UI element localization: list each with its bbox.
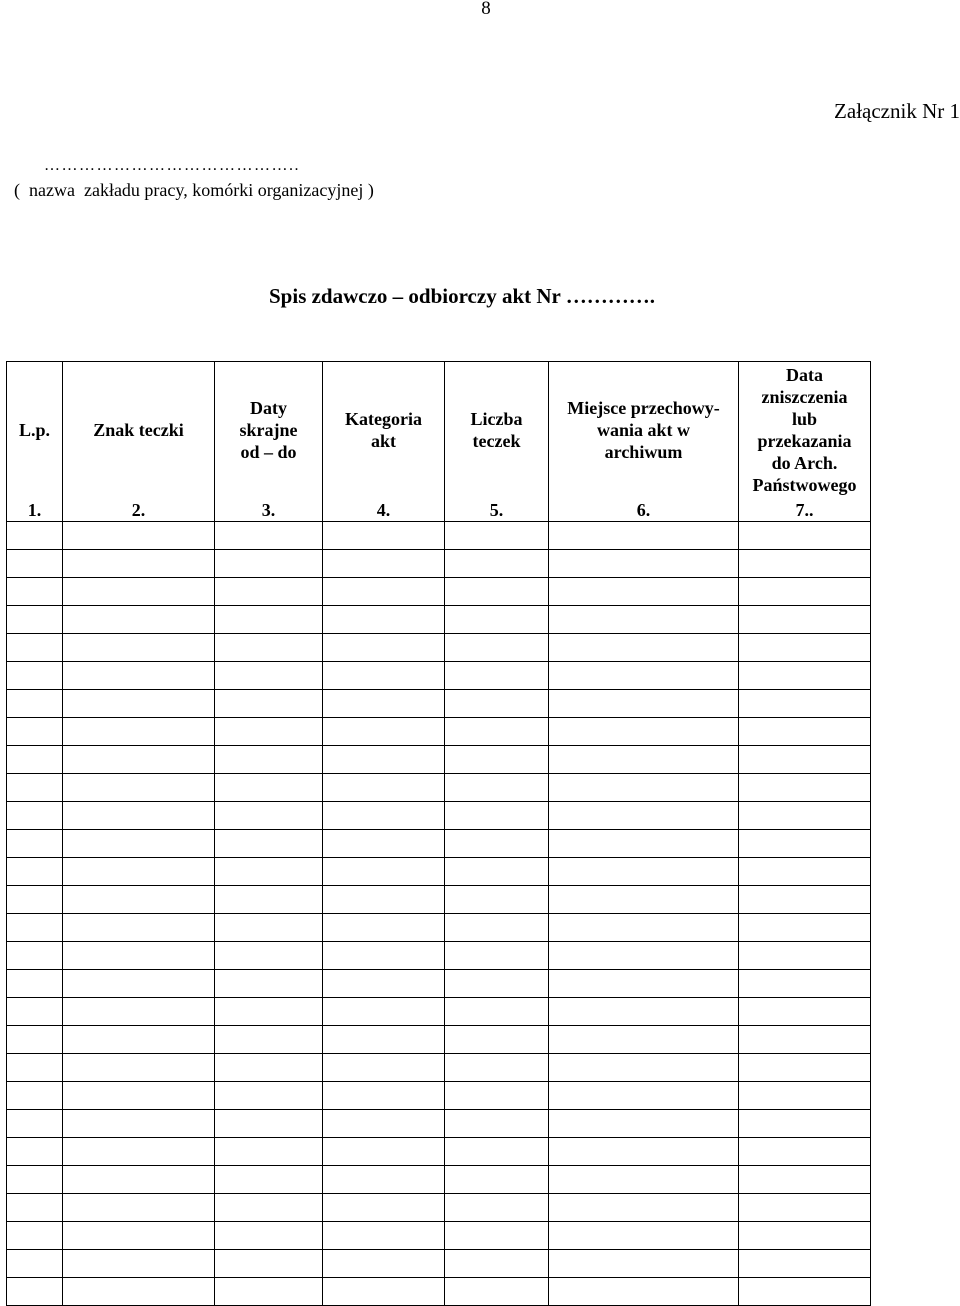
table-cell bbox=[549, 913, 739, 941]
table-cell bbox=[549, 1081, 739, 1109]
table-cell bbox=[739, 689, 871, 717]
table-cell bbox=[549, 577, 739, 605]
table-cell bbox=[7, 1053, 63, 1081]
table-cell bbox=[445, 745, 549, 773]
table-cell bbox=[323, 1165, 445, 1193]
table-cell bbox=[549, 969, 739, 997]
column-number: 2. bbox=[63, 499, 215, 522]
table-cell bbox=[63, 1221, 215, 1249]
table-cell bbox=[215, 661, 323, 689]
column-number: 4. bbox=[323, 499, 445, 522]
table-cell bbox=[445, 577, 549, 605]
table-cell bbox=[739, 1193, 871, 1221]
table-cell bbox=[215, 1053, 323, 1081]
table-row bbox=[7, 1109, 871, 1137]
table-cell bbox=[63, 745, 215, 773]
table-cell bbox=[549, 801, 739, 829]
table-cell bbox=[739, 857, 871, 885]
table-cell bbox=[215, 605, 323, 633]
table-cell bbox=[63, 1053, 215, 1081]
table-cell bbox=[7, 661, 63, 689]
table-cell bbox=[63, 717, 215, 745]
table-row bbox=[7, 1081, 871, 1109]
table-cell bbox=[323, 1221, 445, 1249]
table-cell bbox=[323, 1249, 445, 1277]
header-line: akt bbox=[370, 431, 396, 452]
table-cell bbox=[445, 1137, 549, 1165]
table-cell bbox=[323, 745, 445, 773]
header-cell bbox=[7, 362, 63, 499]
table-cell bbox=[63, 969, 215, 997]
table-cell bbox=[549, 1193, 739, 1221]
table-cell bbox=[7, 1277, 63, 1305]
table-cell bbox=[7, 605, 63, 633]
table-cell bbox=[323, 913, 445, 941]
table-row bbox=[7, 829, 871, 857]
table-cell bbox=[445, 997, 549, 1025]
table-cell bbox=[445, 661, 549, 689]
table-cell bbox=[549, 1053, 739, 1081]
table-cell bbox=[215, 829, 323, 857]
table-row bbox=[7, 913, 871, 941]
table-cell bbox=[215, 633, 323, 661]
document-title: Spis zdawczo – odbiorczy akt Nr …………. bbox=[269, 284, 655, 308]
header-line: Data bbox=[786, 365, 823, 386]
table-cell bbox=[215, 1221, 323, 1249]
table-cell bbox=[739, 717, 871, 745]
header-cell bbox=[549, 362, 739, 499]
table-cell bbox=[323, 577, 445, 605]
table-cell bbox=[323, 1193, 445, 1221]
table-cell bbox=[7, 1081, 63, 1109]
header-line: skrajne bbox=[239, 420, 298, 441]
table-cell bbox=[63, 1137, 215, 1165]
table-cell bbox=[549, 773, 739, 801]
table-cell bbox=[215, 521, 323, 549]
table-cell bbox=[7, 941, 63, 969]
table-cell bbox=[215, 577, 323, 605]
table-row bbox=[7, 885, 871, 913]
column-number: 3. bbox=[215, 499, 323, 522]
table-cell bbox=[445, 1193, 549, 1221]
table-cell bbox=[215, 549, 323, 577]
table-cell bbox=[549, 829, 739, 857]
table-cell bbox=[63, 605, 215, 633]
table-cell bbox=[63, 829, 215, 857]
table-cell bbox=[63, 1277, 215, 1305]
header-cell bbox=[63, 362, 215, 499]
table-cell bbox=[323, 1109, 445, 1137]
table-cell bbox=[215, 857, 323, 885]
table-cell bbox=[7, 521, 63, 549]
table-cell bbox=[445, 1249, 549, 1277]
table-cell bbox=[63, 941, 215, 969]
header-line: teczek bbox=[472, 431, 521, 452]
header-line: archiwum bbox=[604, 442, 683, 463]
table-cell bbox=[63, 773, 215, 801]
table-cell bbox=[323, 997, 445, 1025]
table-cell bbox=[7, 1025, 63, 1053]
table-cell bbox=[63, 885, 215, 913]
table-cell bbox=[323, 941, 445, 969]
table-row bbox=[7, 1025, 871, 1053]
table-cell bbox=[445, 1165, 549, 1193]
table-row bbox=[7, 773, 871, 801]
table-cell bbox=[739, 633, 871, 661]
table-cell bbox=[549, 1137, 739, 1165]
table-cell bbox=[7, 801, 63, 829]
header-line: zniszczenia bbox=[761, 387, 848, 408]
table-row bbox=[7, 969, 871, 997]
table-cell bbox=[7, 1193, 63, 1221]
table-cell bbox=[323, 549, 445, 577]
org-name-caption: ( nazwa zakładu pracy, komórki organizacyjnej ) bbox=[14, 180, 374, 200]
table-cell bbox=[323, 801, 445, 829]
table-cell bbox=[215, 1081, 323, 1109]
table-cell bbox=[445, 885, 549, 913]
table-row bbox=[7, 801, 871, 829]
table-cell bbox=[7, 773, 63, 801]
table-cell bbox=[7, 829, 63, 857]
table-cell bbox=[445, 969, 549, 997]
table-cell bbox=[7, 689, 63, 717]
table-cell bbox=[739, 801, 871, 829]
header-cell bbox=[215, 362, 323, 499]
table-cell bbox=[549, 1109, 739, 1137]
column-number-row bbox=[7, 499, 871, 522]
table-row bbox=[7, 717, 871, 745]
header-line: wania akt w bbox=[596, 420, 690, 441]
table-cell bbox=[739, 941, 871, 969]
table-cell bbox=[323, 1081, 445, 1109]
table-cell bbox=[7, 1249, 63, 1277]
table-cell bbox=[739, 1025, 871, 1053]
header-line: Daty bbox=[250, 398, 287, 419]
table-cell bbox=[63, 1249, 215, 1277]
table-cell bbox=[445, 605, 549, 633]
table-row bbox=[7, 997, 871, 1025]
table-cell bbox=[7, 997, 63, 1025]
table-cell bbox=[215, 773, 323, 801]
table-cell bbox=[323, 717, 445, 745]
table-cell bbox=[63, 661, 215, 689]
table-cell bbox=[323, 689, 445, 717]
table-cell bbox=[549, 1025, 739, 1053]
table-cell bbox=[739, 745, 871, 773]
table-row bbox=[7, 857, 871, 885]
table-cell bbox=[549, 633, 739, 661]
table-cell bbox=[549, 1165, 739, 1193]
org-name-placeholder: …………………………………….. bbox=[44, 157, 300, 174]
table-cell bbox=[445, 1053, 549, 1081]
table-cell bbox=[549, 661, 739, 689]
table-cell bbox=[739, 829, 871, 857]
header-cell bbox=[323, 362, 445, 499]
table-row bbox=[7, 633, 871, 661]
table-row bbox=[7, 1221, 871, 1249]
table-cell bbox=[549, 689, 739, 717]
table-row bbox=[7, 1137, 871, 1165]
table-cell bbox=[739, 1081, 871, 1109]
table-cell bbox=[739, 969, 871, 997]
table-cell bbox=[63, 521, 215, 549]
table-cell bbox=[215, 801, 323, 829]
table-cell bbox=[63, 689, 215, 717]
table-row bbox=[7, 941, 871, 969]
table-row bbox=[7, 689, 871, 717]
table-cell bbox=[739, 1249, 871, 1277]
table-cell bbox=[7, 745, 63, 773]
table-cell bbox=[549, 549, 739, 577]
header-row bbox=[7, 362, 871, 499]
header-line: do Arch. bbox=[771, 453, 838, 474]
table-cell bbox=[63, 1109, 215, 1137]
table-cell bbox=[445, 913, 549, 941]
table-cell bbox=[215, 1137, 323, 1165]
header-line: Liczba bbox=[470, 409, 523, 430]
table-cell bbox=[549, 605, 739, 633]
column-number: 1. bbox=[7, 499, 63, 522]
table-cell bbox=[739, 913, 871, 941]
handover-register-table bbox=[6, 361, 871, 1306]
table-cell bbox=[7, 1137, 63, 1165]
table-cell bbox=[445, 1109, 549, 1137]
table-cell bbox=[63, 1165, 215, 1193]
table-cell bbox=[445, 549, 549, 577]
table-cell bbox=[215, 1249, 323, 1277]
table-cell bbox=[63, 577, 215, 605]
table-cell bbox=[445, 773, 549, 801]
table-cell bbox=[445, 1081, 549, 1109]
table-cell bbox=[445, 521, 549, 549]
table-row bbox=[7, 605, 871, 633]
table-cell bbox=[739, 1053, 871, 1081]
table-cell bbox=[739, 1277, 871, 1305]
table-cell bbox=[549, 745, 739, 773]
table-cell bbox=[7, 633, 63, 661]
table-cell bbox=[215, 1165, 323, 1193]
table-cell bbox=[549, 997, 739, 1025]
table-cell bbox=[445, 1025, 549, 1053]
table-cell bbox=[549, 857, 739, 885]
table-cell bbox=[323, 1137, 445, 1165]
header-cell bbox=[445, 362, 549, 499]
table-cell bbox=[549, 1221, 739, 1249]
table-cell bbox=[445, 1221, 549, 1249]
table-cell bbox=[739, 1137, 871, 1165]
table-cell bbox=[215, 745, 323, 773]
table-cell bbox=[739, 1109, 871, 1137]
table-cell bbox=[445, 689, 549, 717]
header-line: Znak teczki bbox=[93, 420, 184, 441]
table-cell bbox=[215, 885, 323, 913]
table-cell bbox=[739, 521, 871, 549]
table-cell bbox=[7, 1165, 63, 1193]
annex-label: Załącznik Nr 1 bbox=[834, 99, 960, 123]
table-cell bbox=[445, 857, 549, 885]
table-cell bbox=[445, 801, 549, 829]
table-cell bbox=[445, 1277, 549, 1305]
table-cell bbox=[63, 997, 215, 1025]
table-cell bbox=[549, 885, 739, 913]
table-cell bbox=[63, 1193, 215, 1221]
table-cell bbox=[63, 1081, 215, 1109]
table-cell bbox=[445, 941, 549, 969]
table-cell bbox=[63, 633, 215, 661]
table-cell bbox=[7, 1109, 63, 1137]
column-number: 7.. bbox=[739, 499, 871, 522]
table-cell bbox=[739, 997, 871, 1025]
table-cell bbox=[739, 577, 871, 605]
table-row bbox=[7, 1277, 871, 1305]
table-cell bbox=[7, 885, 63, 913]
table-cell bbox=[739, 1165, 871, 1193]
table-cell bbox=[63, 857, 215, 885]
table-cell bbox=[739, 661, 871, 689]
table-cell bbox=[7, 577, 63, 605]
column-number: 5. bbox=[445, 499, 549, 522]
table-cell bbox=[63, 913, 215, 941]
table-cell bbox=[215, 1109, 323, 1137]
table-cell bbox=[215, 1193, 323, 1221]
table-cell bbox=[445, 829, 549, 857]
table-cell bbox=[739, 1221, 871, 1249]
table-cell bbox=[323, 1277, 445, 1305]
table-cell bbox=[739, 549, 871, 577]
header-line: lub bbox=[791, 409, 818, 430]
table-row bbox=[7, 577, 871, 605]
header-line: Miejsce przechowy- bbox=[567, 398, 720, 419]
header-line: przekazania bbox=[757, 431, 852, 452]
table-cell bbox=[7, 549, 63, 577]
table-cell bbox=[549, 1249, 739, 1277]
table-cell bbox=[445, 633, 549, 661]
table-cell bbox=[63, 549, 215, 577]
header-cell bbox=[739, 362, 871, 499]
table-cell bbox=[215, 941, 323, 969]
table-cell bbox=[739, 605, 871, 633]
table-cell bbox=[215, 1277, 323, 1305]
table-cell bbox=[63, 1025, 215, 1053]
table-cell bbox=[63, 801, 215, 829]
table-row bbox=[7, 549, 871, 577]
table-cell bbox=[215, 969, 323, 997]
table-cell bbox=[549, 941, 739, 969]
table-cell bbox=[323, 857, 445, 885]
table-cell bbox=[549, 717, 739, 745]
table-cell bbox=[445, 717, 549, 745]
table-cell bbox=[323, 661, 445, 689]
page-number: 8 bbox=[481, 0, 491, 19]
table-cell bbox=[739, 885, 871, 913]
table-cell bbox=[739, 773, 871, 801]
table-cell bbox=[323, 885, 445, 913]
table-cell bbox=[7, 717, 63, 745]
table-cell bbox=[323, 605, 445, 633]
table-row bbox=[7, 1165, 871, 1193]
header-line: Państwowego bbox=[752, 475, 857, 496]
table-cell bbox=[549, 521, 739, 549]
table-cell bbox=[323, 521, 445, 549]
table-cell bbox=[215, 997, 323, 1025]
table-row bbox=[7, 521, 871, 549]
table-cell bbox=[7, 969, 63, 997]
table-cell bbox=[215, 689, 323, 717]
table-cell bbox=[323, 969, 445, 997]
table-cell bbox=[7, 1221, 63, 1249]
table-row bbox=[7, 1249, 871, 1277]
table-row bbox=[7, 745, 871, 773]
table-cell bbox=[323, 829, 445, 857]
table-cell bbox=[323, 1025, 445, 1053]
table-cell bbox=[549, 1277, 739, 1305]
table-cell bbox=[7, 857, 63, 885]
table-cell bbox=[323, 773, 445, 801]
table-cell bbox=[323, 1053, 445, 1081]
header-line: Kategoria bbox=[345, 409, 422, 430]
table-row bbox=[7, 661, 871, 689]
header-line: od – do bbox=[240, 442, 297, 463]
table-row bbox=[7, 1193, 871, 1221]
table-cell bbox=[7, 913, 63, 941]
table-cell bbox=[323, 633, 445, 661]
table-cell bbox=[215, 913, 323, 941]
column-number: 6. bbox=[549, 499, 739, 522]
table-cell bbox=[215, 1025, 323, 1053]
table-cell bbox=[215, 717, 323, 745]
table-row bbox=[7, 1053, 871, 1081]
header-line: L.p. bbox=[18, 420, 51, 441]
